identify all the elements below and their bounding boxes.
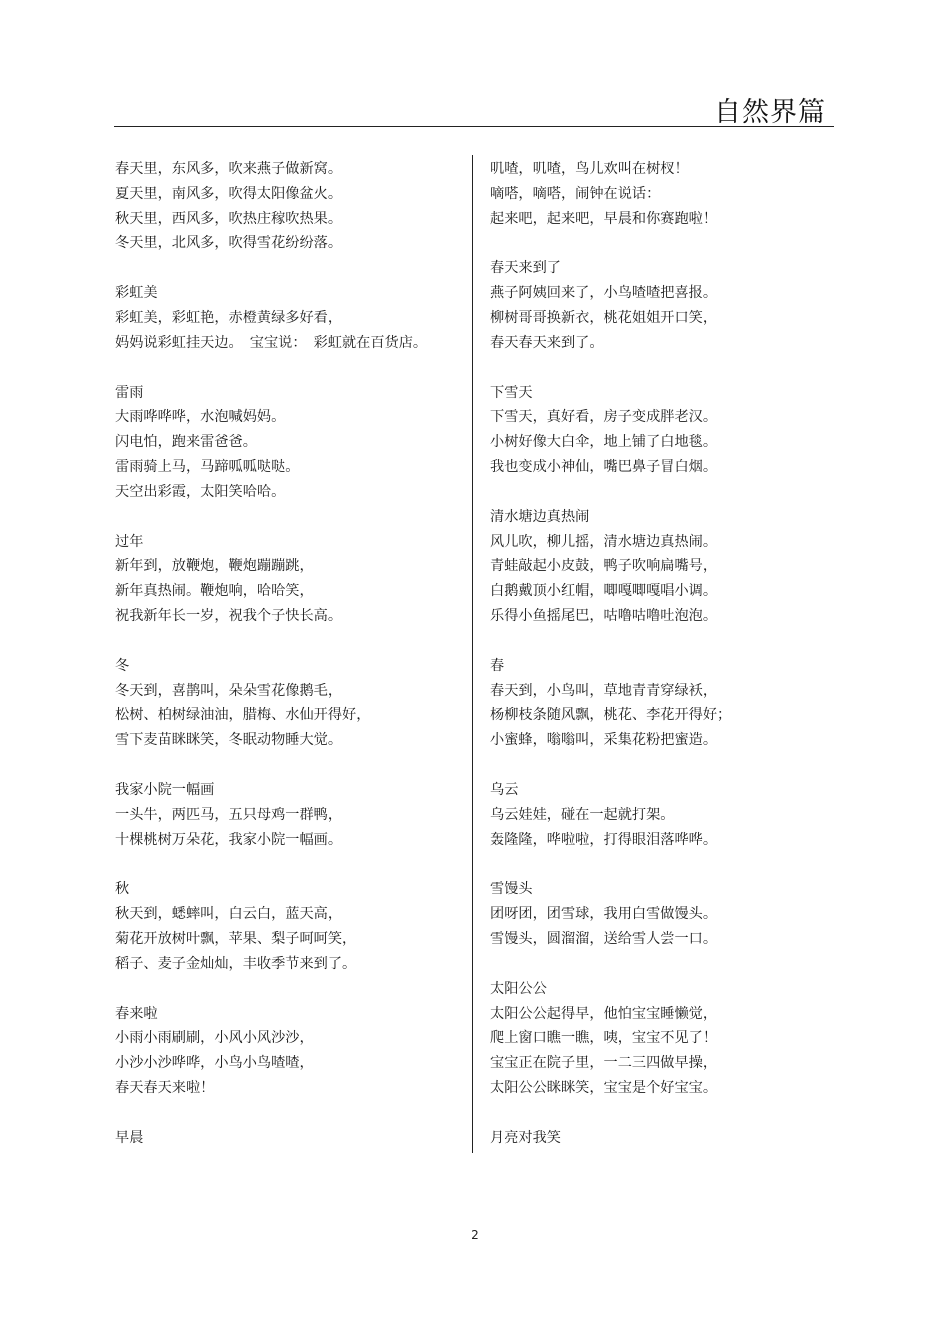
poem-block [115, 1002, 460, 1101]
poem-line: 祝我新年长一岁，祝我个子快长高。 [115, 607, 343, 624]
right-column [490, 157, 835, 1176]
poem-line: 团呀团，团雪球，我用白雪做馒头。 [490, 906, 718, 923]
poem-line: 叽喳，叽喳，鸟儿欢叫在树杈！ [490, 161, 689, 177]
poem-line: 冬天里，北风多，吹得雪花纷纷落。 [115, 235, 343, 252]
poem-line: 小树好像大白伞，地上铺了白地毯。 [490, 434, 718, 451]
poem-line: 冬天到，喜鹊叫，朵朵雪花像鹅毛， [115, 682, 343, 699]
poem-title: 乌云 [490, 781, 519, 798]
poem-line: 轰隆隆，哗啦啦，打得眼泪落哗哗。 [490, 831, 718, 848]
poem-line: 一头牛，两匹马，五只母鸡一群鸭， [115, 806, 343, 823]
poem-block [490, 654, 835, 753]
poem-title: 春来啦 [115, 1005, 158, 1022]
poem-block [115, 530, 460, 629]
poem-line: 闪电怕，跑来雷爸爸。 [115, 434, 257, 451]
poem-line: 新年到，放鞭炮，鞭炮蹦蹦跳， [115, 558, 314, 575]
poem-title: 月亮对我笑 [490, 1129, 561, 1146]
poem-line: 大雨哗哗哗，水泡喊妈妈。 [115, 409, 286, 426]
poem-line: 太阳公公起得早，他怕宝宝睡懒觉， [490, 1005, 718, 1022]
page-number: 2 [471, 1228, 479, 1242]
poem-line: 春天春天来啦！ [115, 1079, 215, 1096]
poem-line: 雷雨骑上马，马蹄呱呱哒哒。 [115, 458, 300, 475]
poem-title: 春天来到了 [490, 260, 561, 277]
poem-title: 早晨 [115, 1129, 144, 1146]
poem-line: 小雨小雨刷刷，小风小风沙沙， [115, 1030, 314, 1047]
poem-line: 下雪天，真好看，房子变成胖老汉。 [490, 409, 718, 426]
poem-line: 十棵桃树万朵花，我家小院一幅画。 [115, 831, 343, 848]
poem-block [115, 381, 460, 505]
poem-block [490, 256, 835, 355]
poem-line: 起来吧，起来吧，早晨和你赛跑啦！ [490, 210, 718, 227]
poem-title: 下雪天 [490, 384, 533, 401]
poem-line: 白鹅戴顶小红帽，唧嘎唧嘎唱小调。 [490, 583, 718, 600]
poem-line: 天空出彩霞，太阳笑哈哈。 [115, 483, 286, 500]
poem-line: 爬上窗口瞧一瞧，咦，宝宝不见了！ [490, 1030, 718, 1047]
poem-title: 春 [490, 657, 505, 674]
poem-line: 妈妈说彩虹挂天边。 宝宝说： 彩虹就在百货店。 [115, 334, 428, 351]
poem-line: 雪馒头，圆溜溜，送给雪人尝一口。 [490, 930, 718, 947]
poem-title: 我家小院一幅画 [115, 781, 215, 798]
poem-block [490, 505, 835, 629]
poem-block [115, 281, 460, 355]
poem-line: 小蜜蜂，嗡嗡叫，采集花粉把蜜造。 [490, 732, 718, 749]
poem-line: 夏天里，南风多，吹得太阳像盆火。 [115, 185, 343, 202]
poem-title: 冬 [115, 657, 130, 674]
page-title: 自然界篇 [714, 97, 826, 128]
poem-title: 过年 [115, 533, 144, 550]
poem-block [490, 778, 835, 852]
column-divider [472, 155, 473, 1153]
poem-title: 太阳公公 [490, 980, 547, 997]
poem-line: 松树、柏树绿油油，腊梅、水仙开得好， [115, 707, 371, 724]
poem-line: 雪下麦苗眯眯笑，冬眠动物睡大觉。 [115, 732, 343, 749]
poem-title: 雷雨 [115, 384, 144, 401]
poem-line: 新年真热闹。鞭炮响，哈哈笑， [115, 583, 314, 600]
poem-line: 柳树哥哥换新衣，桃花姐姐开口笑， [490, 309, 718, 326]
poem-title: 雪馒头 [490, 881, 533, 898]
poem-line: 燕子阿姨回来了，小鸟喳喳把喜报。 [490, 285, 718, 302]
poem-block [490, 1126, 835, 1151]
poem-block [115, 778, 460, 852]
poem-line: 我也变成小神仙，嘴巴鼻子冒白烟。 [490, 458, 718, 475]
poem-title: 彩虹美 [115, 285, 158, 302]
poem-title: 秋 [115, 881, 130, 898]
poem-block [115, 877, 460, 976]
poem-block [490, 877, 835, 951]
poem-line: 菊花开放树叶飘，苹果、梨子呵呵笑， [115, 930, 357, 947]
poem-line: 太阳公公眯眯笑，宝宝是个好宝宝。 [490, 1079, 718, 1096]
poem-line: 杨柳枝条随风飘，桃花、李花开得好； [490, 707, 732, 724]
poem-line: 乌云娃娃，碰在一起就打架。 [490, 806, 675, 823]
poem-line: 宝宝正在院子里，一二三四做早操， [490, 1055, 718, 1072]
header-divider [114, 126, 834, 127]
poem-line: 秋天里，西风多，吹热庄稼吹热果。 [115, 210, 343, 227]
poem-line: 稻子、麦子金灿灿，丰收季节来到了。 [115, 955, 357, 972]
poem-line: 乐得小鱼摇尾巴，咕噜咕噜吐泡泡。 [490, 607, 718, 624]
poem-line: 嘀嗒，嘀嗒，闹钟在说话： [490, 185, 661, 202]
poem-line: 彩虹美，彩虹艳，赤橙黄绿多好看， [115, 309, 343, 326]
poem-line: 春天到，小鸟叫，草地青青穿绿袄， [490, 682, 718, 699]
poem-line: 春天春天来到了。 [490, 334, 604, 351]
poem-line: 秋天到，蟋蟀叫，白云白，蓝天高， [115, 906, 343, 923]
poem-title: 清水塘边真热闹 [490, 508, 590, 525]
poem-block [115, 1126, 460, 1151]
poem-line: 青蛙敲起小皮鼓，鸭子吹响扁嘴号， [490, 558, 718, 575]
poem-block [115, 157, 460, 256]
poem-line: 春天里，东风多，吹来燕子做新窝。 [115, 161, 343, 177]
poem-line: 风儿吹，柳儿摇，清水塘边真热闹。 [490, 533, 718, 550]
poem-block [490, 977, 835, 1101]
poem-block [490, 381, 835, 480]
poem-block [490, 157, 835, 231]
poem-block [115, 654, 460, 753]
left-column [115, 157, 460, 1176]
poem-line: 小沙小沙哗哗，小鸟小鸟喳喳， [115, 1055, 314, 1072]
